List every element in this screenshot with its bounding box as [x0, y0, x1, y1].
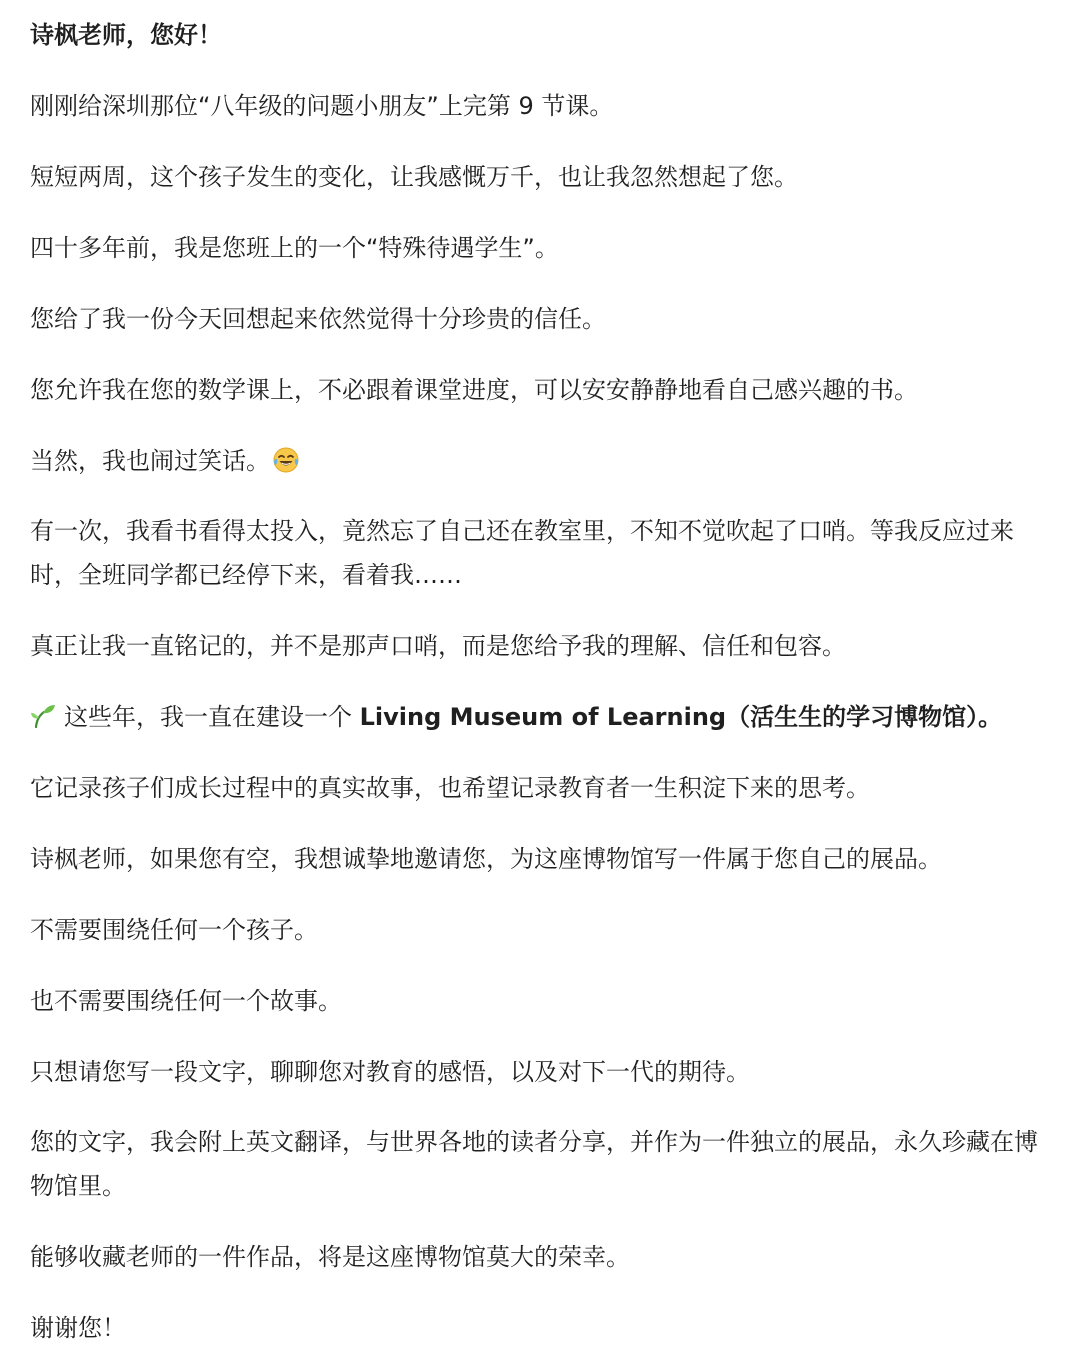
paragraph-14: 只想请您写一段文字，聊聊您对教育的感悟，以及对下一代的期待。: [30, 1058, 750, 1086]
paragraph-2: 短短两周，这个孩子发生的变化，让我感慨万千，也让我忽然想起了您。: [30, 163, 798, 191]
closing: 谢谢您！: [30, 1314, 126, 1342]
paragraph-1: 刚刚给深圳那位“八年级的问题小朋友”上完第 9 节课。: [30, 92, 614, 120]
paragraph-6-text: 当然，我也闹过笑话。: [30, 447, 270, 475]
paragraph-15: 您的文字，我会附上英文翻译，与世界各地的读者分享，并作为一件独立的展品，永久珍藏在博物馆里。: [30, 1128, 1038, 1200]
paragraph-4: 您给了我一份今天回想起来依然觉得十分珍贵的信任。: [30, 305, 606, 333]
paragraph-9: [30, 695, 1042, 739]
paragraph-10: 它记录孩子们成长过程中的真实故事，也希望记录教育者一生积淀下来的思考。: [30, 774, 870, 802]
paragraph-8: 真正让我一直铭记的，并不是那声口哨，而是您给予我的理解、信任和包容。: [30, 632, 846, 660]
paragraph-5: 您允许我在您的数学课上，不必跟着课堂进度，可以安安静静地看自己感兴趣的书。: [30, 376, 918, 404]
paragraph-9-lead: 这些年，我一直在建设一个: [64, 703, 360, 731]
paragraph-16: 能够收藏老师的一件作品，将是这座博物馆莫大的荣幸。: [30, 1243, 630, 1271]
paragraph-13: 也不需要围绕任何一个故事。: [30, 987, 342, 1015]
paragraph-6: [30, 439, 1042, 483]
paragraph-7: 有一次，我看书看得太投入，竟然忘了自己还在教室里，不知不觉吹起了口哨。等我反应过来时，全班同学都已经停下来，看着我……: [30, 517, 1014, 589]
museum-name: Living Museum of Learning（活生生的学习博物馆）。: [359, 703, 1003, 731]
paragraph-9-text: [64, 703, 1002, 731]
paragraph-11: 诗枫老师，如果您有空，我想诚挚地邀请您，为这座博物馆写一件属于您自己的展品。: [30, 845, 942, 873]
seedling-emoji-icon: [30, 703, 56, 729]
laughing-tears-emoji-icon: [272, 446, 300, 474]
greeting: 诗枫老师，您好！: [30, 21, 222, 49]
paragraph-3: 四十多年前，我是您班上的一个“特殊待遇学生”。: [30, 234, 559, 262]
paragraph-12: 不需要围绕任何一个孩子。: [30, 916, 318, 944]
